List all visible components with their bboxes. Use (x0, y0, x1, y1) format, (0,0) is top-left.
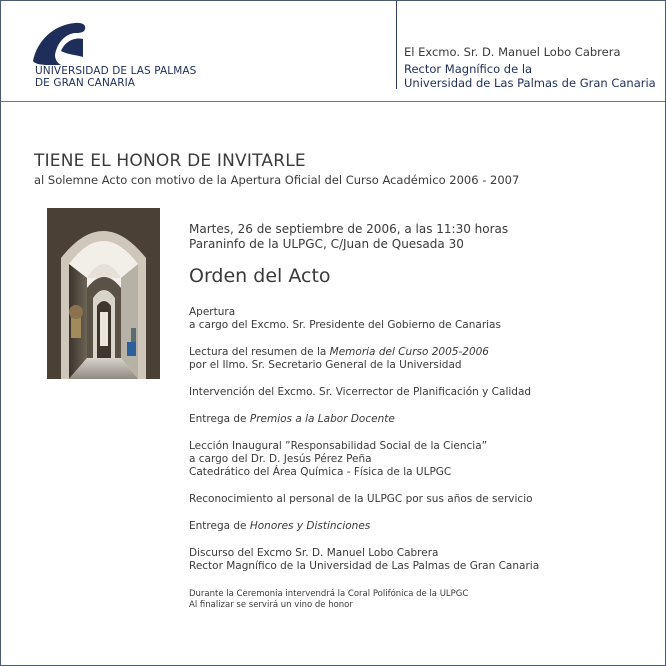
program-item-line (189, 520, 539, 533)
university-name (35, 65, 196, 89)
program-item-line: por el Ilmo. Sr. Secretario General de la Universidad (189, 359, 462, 372)
header-vertical-divider (396, 1, 397, 89)
event-info (189, 222, 508, 252)
program-item (189, 346, 539, 373)
rector-block (404, 45, 656, 90)
program-item (189, 306, 539, 333)
program-item (189, 413, 539, 426)
invitation-subtitle: al Solemne Acto con motivo de la Apertura Oficial del Curso Académico 2006 - 2007 (34, 173, 520, 187)
program-item-italic: Premios a la Labor Docente (249, 412, 395, 425)
program-item-line: Discurso del Excmo Sr. D. Manuel Lobo Cabrera (189, 546, 439, 559)
program-item-text: Entrega de (189, 412, 250, 425)
program-item (189, 493, 539, 506)
rector-name: El Excmo. Sr. D. Manuel Lobo Cabrera (404, 45, 621, 59)
program-item (189, 386, 539, 399)
program-item-line: Rector Magnífico de la Universidad de Las Palmas de Gran Canaria (189, 560, 540, 573)
program-item-line (189, 346, 539, 359)
program-item (189, 520, 539, 533)
corridor-photo (47, 208, 160, 379)
university-logo (31, 21, 231, 101)
program-item (189, 547, 539, 574)
event-place: Paraninfo de la ULPGC, C/Juan de Quesada 30 (189, 237, 464, 251)
ulpgc-logo-icon (31, 21, 87, 69)
event-date: Martes, 26 de septiembre de 2006, a las 11:30 horas (189, 222, 509, 236)
program-item-text: Entrega de (189, 519, 250, 532)
order-title: Orden del Acto (189, 265, 331, 287)
note-line-2: Al finalizar se servirá un vino de honor (189, 599, 353, 610)
program-list (189, 306, 539, 587)
program-item-line: Reconocimiento al personal de la ULPGC por sus años de servicio (189, 493, 533, 506)
ceremony-note (189, 589, 468, 610)
program-item-line: a cargo del Excmo. Sr. Presidente del Gobierno de Canarias (189, 319, 501, 332)
logo-line-2: DE GRAN CANARIA (35, 77, 136, 89)
program-item-line: Lección Inaugural ”Responsabilidad Social de la Ciencia” (189, 439, 488, 452)
arched-corridor-photo-icon (47, 208, 160, 379)
program-item-line: Catedrático del Área Química - Física de la ULPGC (189, 466, 452, 479)
program-item-line (189, 413, 539, 426)
program-item-line: Intervención del Excmo. Sr. Vicerrector de Planificación y Calidad (189, 386, 532, 399)
program-item-line: Apertura (189, 306, 236, 318)
note-line-1: Durante la Ceremonia intervendrá la Coral Polifónica de la ULPGC (189, 589, 469, 599)
program-item (189, 440, 539, 480)
invitation-title: TIENE EL HONOR DE INVITARLE (34, 151, 306, 171)
header-horizontal-divider (1, 101, 665, 102)
logo-line-1: UNIVERSIDAD DE LAS PALMAS (35, 65, 197, 77)
rector-title-1: Rector Magnífico de la (404, 62, 533, 76)
program-item-text: Lectura del resumen de la (189, 346, 330, 359)
program-item-italic: Memoria del Curso 2005-2006 (329, 346, 489, 359)
rector-title-2: Universidad de Las Palmas de Gran Canaria (404, 76, 656, 90)
program-item-line: a cargo del Dr. D. Jesús Pérez Peña (189, 453, 372, 466)
program-item-italic: Honores y Distinciones (249, 519, 371, 532)
